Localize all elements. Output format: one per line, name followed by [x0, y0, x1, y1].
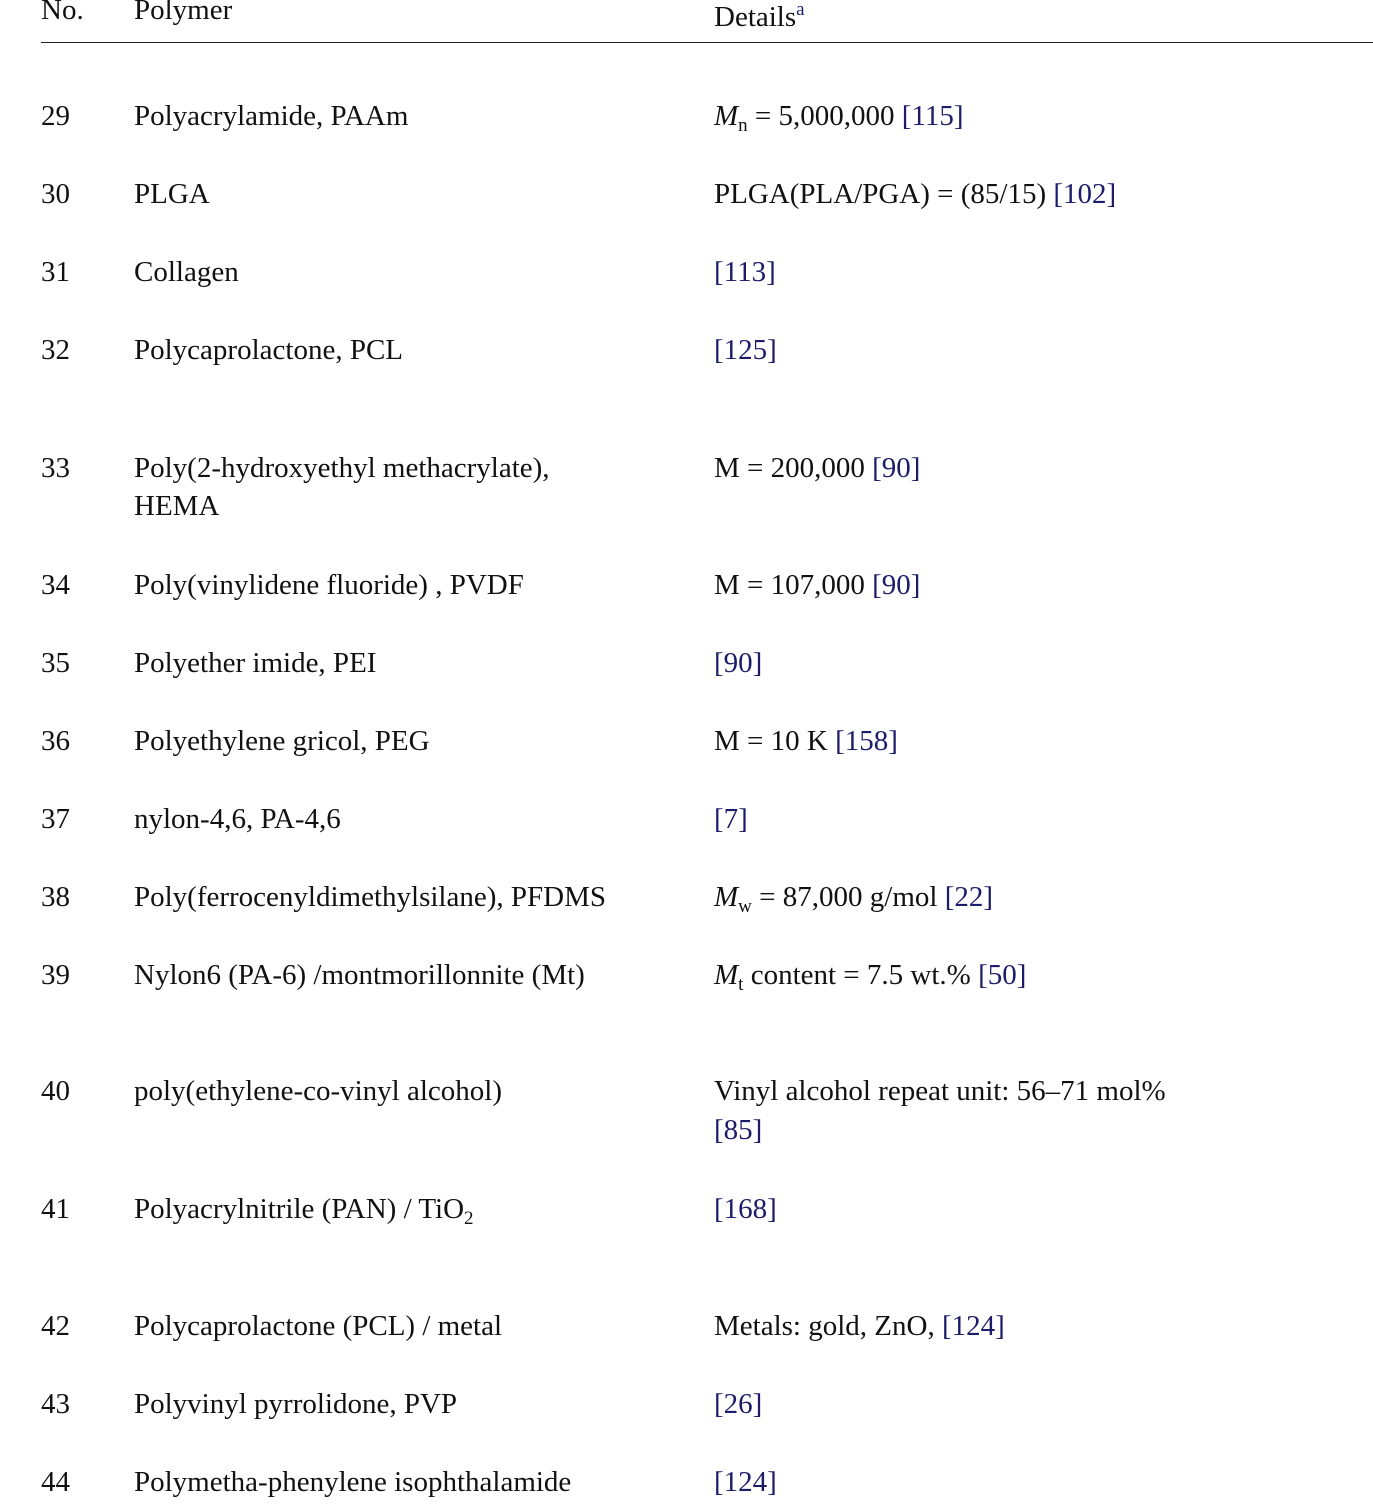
reference-link[interactable]: [22] — [944, 881, 994, 913]
row-no: 44 — [41, 1466, 70, 1498]
row-no: 33 — [41, 452, 70, 484]
row-polymer: Polycaprolactone (PCL) / metal — [134, 1310, 503, 1342]
row-details — [714, 1307, 1005, 1345]
details-text: Metals: gold, ZnO, — [714, 1310, 942, 1342]
reference-link[interactable]: [90] — [714, 647, 763, 679]
row-no: 41 — [41, 1193, 70, 1225]
subscript: 2 — [464, 1208, 474, 1229]
subscript: t — [738, 974, 744, 995]
row-no: 38 — [41, 881, 70, 913]
reference-link[interactable]: [115] — [901, 100, 964, 132]
reference-link[interactable]: [26] — [714, 1388, 763, 1420]
details-text: M = 200,000 — [714, 452, 873, 484]
row-no: 40 — [41, 1075, 70, 1107]
row-polymer: Collagen — [134, 256, 239, 288]
row-polymer: Polycaprolactone, PCL — [134, 334, 404, 366]
subscript: w — [738, 896, 752, 917]
reference-link[interactable]: [124] — [941, 1310, 1005, 1342]
row-polymer: Nylon6 (PA-6) /montmorillonnite (Mt) — [134, 959, 585, 991]
row-polymer: Polyether imide, PEI — [134, 647, 377, 679]
row-details — [714, 97, 964, 145]
symbol: M — [714, 100, 739, 132]
row-no: 37 — [41, 803, 70, 835]
row-polymer: poly(ethylene-co-vinyl alcohol) — [134, 1075, 503, 1107]
row-polymer — [134, 1190, 474, 1238]
row-no: 34 — [41, 569, 70, 601]
row-no: 32 — [41, 334, 70, 366]
row-no: 39 — [41, 959, 70, 991]
row-details-line1: Vinyl alcohol repeat unit: 56–71 mol% — [714, 1075, 1166, 1107]
reference-link[interactable]: [168] — [714, 1193, 777, 1225]
row-no: 36 — [41, 725, 70, 757]
details-text: = 5,000,000 — [747, 100, 902, 132]
row-polymer: Polyethylene gricol, PEG — [134, 725, 430, 757]
row-polymer: nylon-4,6, PA-4,6 — [134, 803, 341, 835]
header-polymer: Polymer — [134, 0, 233, 26]
row-details — [714, 175, 1116, 213]
row-no: 43 — [41, 1388, 70, 1420]
reference-link[interactable]: [125] — [714, 334, 777, 366]
polymer-text: Polyacrylnitrile (PAN) / TiO — [134, 1193, 465, 1225]
details-text: = 87,000 g/mol — [751, 881, 945, 913]
row-polymer: Poly(vinylidene fluoride) , PVDF — [134, 569, 524, 601]
details-text: PLGA(PLA/PGA) = (85/15) — [714, 178, 1054, 210]
reference-link[interactable]: [113] — [714, 256, 776, 288]
header-rule — [41, 42, 1373, 43]
row-details — [714, 878, 993, 926]
reference-link[interactable]: [90] — [872, 569, 921, 601]
row-polymer: Polymetha-phenylene isophthalamide — [134, 1466, 572, 1498]
details-text: content = 7.5 wt.% — [743, 959, 979, 991]
row-details — [714, 566, 920, 604]
details-text: M = 10 K — [714, 725, 836, 757]
row-polymer-line2: HEMA — [134, 490, 220, 522]
row-details — [714, 449, 920, 487]
row-no: 31 — [41, 256, 70, 288]
details-text: M = 107,000 — [714, 569, 873, 601]
symbol: M — [714, 881, 739, 913]
row-polymer: PLGA — [134, 178, 210, 210]
row-no: 29 — [41, 100, 70, 132]
reference-link[interactable]: [102] — [1053, 178, 1117, 210]
header-details-label: Details — [714, 1, 797, 33]
symbol: M — [714, 959, 739, 991]
row-polymer-line1: Poly(2-hydroxyethyl methacrylate), — [134, 452, 550, 484]
row-no: 35 — [41, 647, 70, 679]
reference-link[interactable]: [90] — [872, 452, 921, 484]
row-polymer: Polyacrylamide, PAAm — [134, 100, 409, 132]
footnote-mark[interactable]: a — [796, 0, 805, 20]
reference-link[interactable]: [7] — [714, 803, 748, 835]
row-details — [714, 722, 898, 760]
row-details — [714, 956, 1026, 1004]
header-no: No. — [41, 0, 84, 26]
subscript: n — [738, 115, 748, 136]
reference-link[interactable]: [85] — [714, 1114, 763, 1146]
row-polymer: Polyvinyl pyrrolidone, PVP — [134, 1388, 458, 1420]
row-no: 42 — [41, 1310, 70, 1342]
reference-link[interactable]: [158] — [835, 725, 898, 757]
row-polymer: Poly(ferrocenyldimethylsilane), PFDMS — [134, 881, 607, 913]
row-no: 30 — [41, 178, 70, 210]
header-details — [714, 0, 805, 36]
reference-link[interactable]: [50] — [978, 959, 1027, 991]
reference-link[interactable]: [124] — [714, 1466, 777, 1498]
